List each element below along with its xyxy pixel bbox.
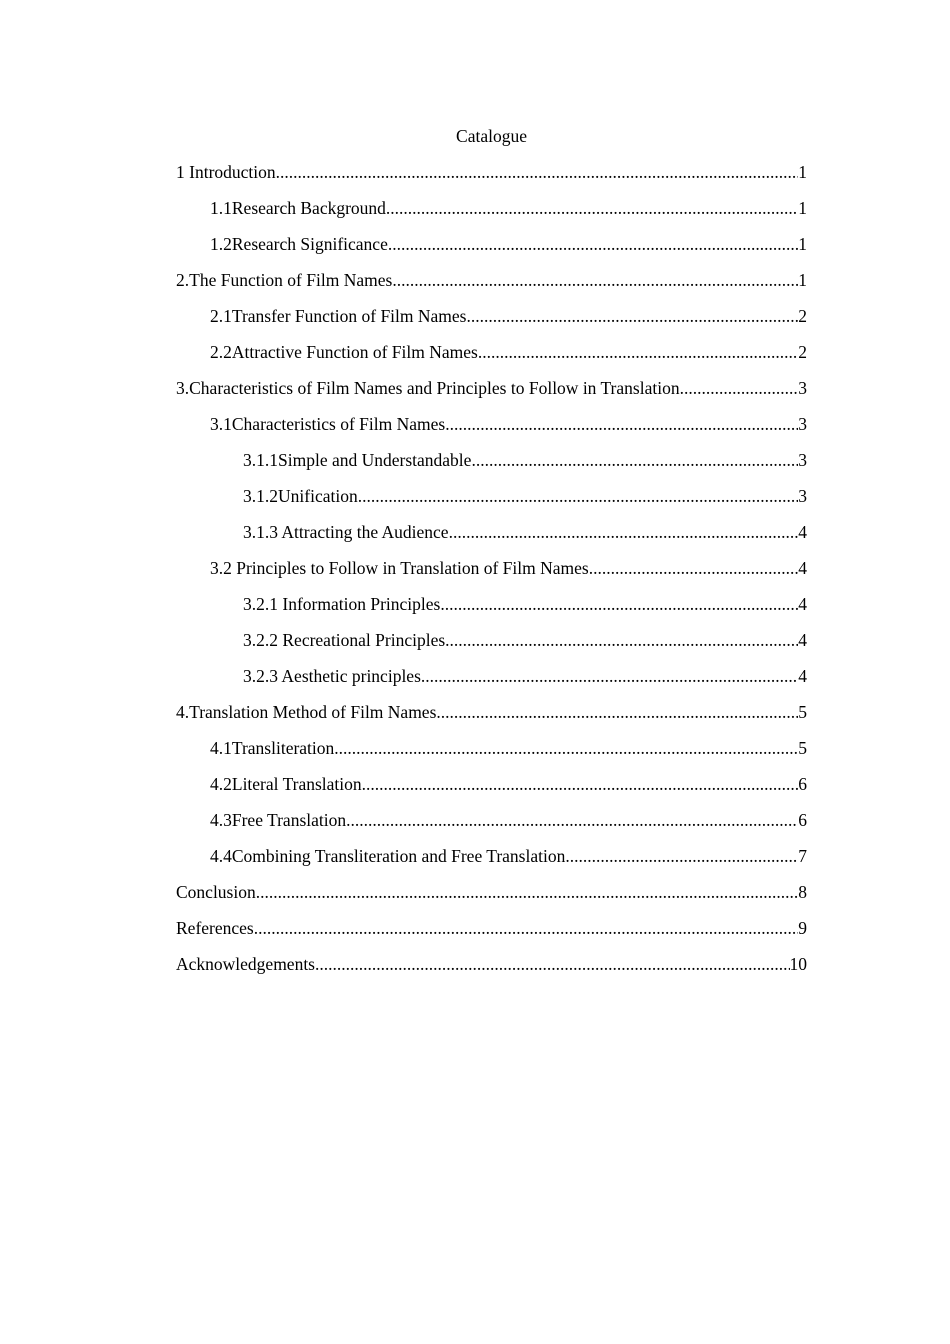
toc-entry[interactable] bbox=[176, 628, 807, 664]
toc-entry-page-number: 1 bbox=[798, 198, 807, 218]
toc-entry-page-number: 4 bbox=[798, 558, 807, 578]
toc-dot-leader bbox=[276, 160, 799, 184]
toc-entry[interactable] bbox=[176, 844, 807, 880]
toc-dot-leader bbox=[440, 592, 798, 616]
toc-entry-page-number: 6 bbox=[798, 774, 807, 794]
toc-entry-label: 2.The Function of Film Names bbox=[176, 270, 393, 290]
toc-entry-label: 3.2.1 Information Principles bbox=[243, 594, 441, 614]
toc-entry[interactable] bbox=[176, 448, 807, 484]
toc-entry-page-number: 4 bbox=[798, 666, 807, 686]
toc-entry[interactable] bbox=[176, 376, 807, 412]
toc-entry-page-number: 10 bbox=[789, 954, 807, 974]
toc-entry-label: 4.4Combining Transliteration and Free Translation bbox=[210, 846, 566, 866]
toc-dot-leader bbox=[449, 520, 799, 544]
toc-entry[interactable] bbox=[176, 736, 807, 772]
toc-entry-page-number: 3 bbox=[798, 486, 807, 506]
toc-entry-label: 4.2Literal Translation bbox=[210, 774, 362, 794]
toc-dot-leader bbox=[254, 916, 799, 940]
toc-dot-leader bbox=[362, 772, 799, 796]
toc-entry[interactable] bbox=[176, 700, 807, 736]
toc-dot-leader bbox=[680, 376, 799, 400]
toc-dot-leader bbox=[388, 232, 798, 256]
toc-entry-label: Conclusion bbox=[176, 882, 256, 902]
toc-entry[interactable] bbox=[176, 196, 807, 232]
toc-entry-label: References bbox=[176, 918, 254, 938]
toc-dot-leader bbox=[589, 556, 799, 580]
toc-entry[interactable] bbox=[176, 268, 807, 304]
toc-entry-label: 1.2Research Significance bbox=[210, 234, 388, 254]
toc-entry-label: 3.1Characteristics of Film Names bbox=[210, 414, 446, 434]
toc-entry-label: 2.2Attractive Function of Film Names bbox=[210, 342, 478, 362]
toc-entry[interactable] bbox=[176, 592, 807, 628]
toc-entry-label: 3.2.2 Recreational Principles bbox=[243, 630, 446, 650]
toc-entry[interactable] bbox=[176, 340, 807, 376]
toc-entry-page-number: 1 bbox=[798, 162, 807, 182]
toc-dot-leader bbox=[436, 700, 798, 724]
toc-dot-leader bbox=[478, 340, 798, 364]
toc-dot-leader bbox=[392, 268, 798, 292]
toc-entry-page-number: 2 bbox=[798, 342, 807, 362]
toc-list bbox=[176, 160, 807, 988]
toc-dot-leader bbox=[256, 880, 799, 904]
toc-entry-page-number: 4 bbox=[798, 630, 807, 650]
toc-entry-page-number: 1 bbox=[798, 270, 807, 290]
toc-entry-label: 2.1Transfer Function of Film Names bbox=[210, 306, 467, 326]
toc-entry-page-number: 3 bbox=[798, 378, 807, 398]
toc-entry[interactable] bbox=[176, 160, 807, 196]
toc-dot-leader bbox=[565, 844, 798, 868]
toc-entry-page-number: 7 bbox=[798, 846, 807, 866]
toc-entry-page-number: 9 bbox=[798, 918, 807, 938]
toc-entry-label: 3.1.3 Attracting the Audience bbox=[243, 522, 449, 542]
toc-entry[interactable] bbox=[176, 412, 807, 448]
toc-dot-leader bbox=[315, 952, 790, 976]
toc-dot-leader bbox=[386, 196, 798, 220]
toc-entry[interactable] bbox=[176, 520, 807, 556]
toc-entry-page-number: 4 bbox=[798, 522, 807, 542]
toc-entry[interactable] bbox=[176, 556, 807, 592]
toc-dot-leader bbox=[358, 484, 799, 508]
toc-title: Catalogue bbox=[456, 126, 527, 146]
toc-dot-leader bbox=[334, 736, 798, 760]
toc-entry-label: 4.1Transliteration bbox=[210, 738, 335, 758]
table-of-contents bbox=[176, 124, 807, 988]
toc-entry-page-number: 3 bbox=[798, 450, 807, 470]
toc-dot-leader bbox=[421, 664, 798, 688]
toc-entry[interactable] bbox=[176, 808, 807, 844]
toc-entry[interactable] bbox=[176, 880, 807, 916]
toc-dot-leader bbox=[467, 304, 799, 328]
toc-entry-label: 3.Characteristics of Film Names and Principles to Follow in Translation bbox=[176, 378, 680, 398]
toc-entry[interactable] bbox=[176, 772, 807, 808]
toc-dot-leader bbox=[471, 448, 798, 472]
toc-entry-label: 4.Translation Method of Film Names bbox=[176, 702, 437, 722]
toc-dot-leader bbox=[346, 808, 798, 832]
toc-entry-label: Acknowledgements bbox=[176, 954, 315, 974]
toc-entry-label: 3.2.3 Aesthetic principles bbox=[243, 666, 421, 686]
toc-entry-page-number: 8 bbox=[798, 882, 807, 902]
toc-entry-page-number: 1 bbox=[798, 234, 807, 254]
toc-entry[interactable] bbox=[176, 304, 807, 340]
toc-entry-page-number: 2 bbox=[798, 306, 807, 326]
toc-entry-label: 1.1Research Background bbox=[210, 198, 386, 218]
toc-entry-label: 1 Introduction bbox=[176, 162, 276, 182]
toc-entry-page-number: 5 bbox=[798, 702, 807, 722]
toc-entry-page-number: 5 bbox=[798, 738, 807, 758]
toc-entry-label: 3.1.1Simple and Understandable bbox=[243, 450, 472, 470]
toc-entry-page-number: 4 bbox=[798, 594, 807, 614]
toc-dot-leader bbox=[445, 412, 798, 436]
toc-entry[interactable] bbox=[176, 952, 807, 988]
toc-entry[interactable] bbox=[176, 916, 807, 952]
toc-entry-page-number: 6 bbox=[798, 810, 807, 830]
toc-entry-label: 3.2 Principles to Follow in Translation of Film Names bbox=[210, 558, 589, 578]
toc-entry[interactable] bbox=[176, 664, 807, 700]
toc-entry-page-number: 3 bbox=[798, 414, 807, 434]
toc-dot-leader bbox=[445, 628, 798, 652]
toc-entry[interactable] bbox=[176, 232, 807, 268]
toc-entry-label: 4.3Free Translation bbox=[210, 810, 347, 830]
toc-entry-label: 3.1.2Unification bbox=[243, 486, 358, 506]
toc-entry[interactable] bbox=[176, 484, 807, 520]
